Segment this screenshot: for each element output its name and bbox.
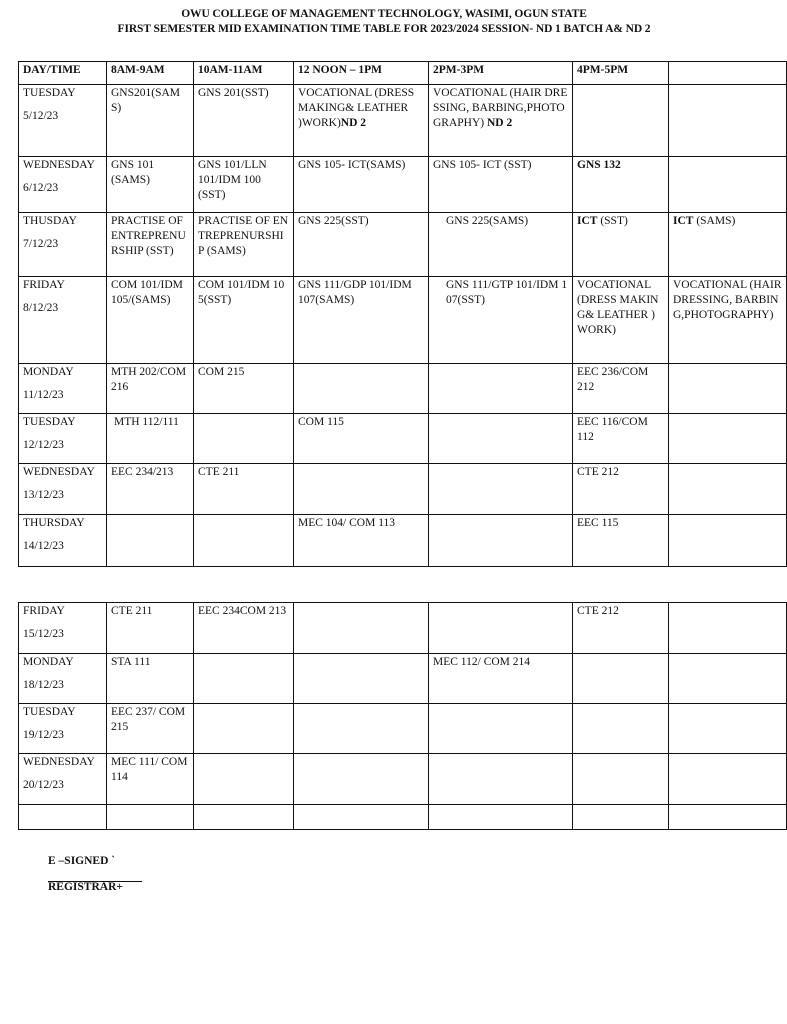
table-row — [19, 85, 787, 157]
exam-cell: PRACTISE OF ENTREPRENURSHIP (SAMS) — [194, 213, 294, 277]
timetable-part2 — [18, 602, 787, 830]
exam-cell: EEC 237/ COM 215 — [107, 704, 194, 754]
day-cell — [19, 464, 107, 515]
table-row — [19, 464, 787, 515]
exam-cell: GNS 132 — [573, 157, 669, 213]
exam-cell: CTE 212 — [573, 464, 669, 515]
college-title: OWU COLLEGE OF MANAGEMENT TECHNOLOGY, WASIMI, OGUN STATE — [181, 8, 587, 20]
exam-cell — [669, 515, 787, 567]
table-row — [19, 414, 787, 464]
day-name: THUSDAY — [23, 215, 77, 227]
exam-cell: EEC 234COM 213 — [194, 603, 294, 654]
level-tag: ND 2 — [487, 117, 513, 129]
header-row — [19, 62, 787, 85]
exam-cell — [669, 157, 787, 213]
day-date: 20/12/23 — [23, 779, 64, 791]
exam-cell — [669, 364, 787, 414]
day-name: TUESDAY — [23, 706, 76, 718]
exam-cell: GNS 105- ICT (SST) — [429, 157, 573, 213]
day-cell — [19, 85, 107, 157]
day-date: 8/12/23 — [23, 302, 59, 314]
exam-cell: EEC 115 — [573, 515, 669, 567]
exam-cell — [294, 654, 429, 704]
exam-cell: GNS 101/LLN 101/IDM 100 (SST) — [194, 157, 294, 213]
day-date: 7/12/23 — [23, 238, 59, 250]
exam-cell — [669, 85, 787, 157]
day-name: MONDAY — [23, 366, 74, 378]
day-date: 5/12/23 — [23, 110, 59, 122]
table-row — [19, 603, 787, 654]
exam-cell — [573, 654, 669, 704]
exam-code: ICT — [673, 215, 694, 227]
day-date: 11/12/23 — [23, 389, 64, 401]
table-row — [19, 754, 787, 805]
exam-cell: COM 115 — [294, 414, 429, 464]
day-date: 19/12/23 — [23, 729, 64, 741]
exam-cell: EEC 116/COM 112 — [573, 414, 669, 464]
exam-cell: VOCATIONAL (DRESS MAKING& LEATHER )WORK) — [573, 277, 669, 364]
day-date: 13/12/23 — [23, 489, 64, 501]
exam-cell — [294, 364, 429, 414]
empty-cell — [19, 805, 107, 830]
day-date: 6/12/23 — [23, 182, 59, 194]
empty-cell — [194, 805, 294, 830]
day-name: FRIDAY — [23, 279, 65, 291]
header-8am: 8AM-9AM — [107, 62, 194, 85]
exam-cell — [429, 603, 573, 654]
timetable-title: FIRST SEMESTER MID EXAMINATION TIME TABLE FOR 2023/2024 SESSION- ND 1 BATCH A& ND 2 — [117, 23, 651, 35]
exam-cell: GNS201(SAMS) — [107, 85, 194, 157]
exam-cell — [669, 213, 787, 277]
day-name: WEDNESDAY — [23, 756, 95, 768]
exam-cell: MTH 202/COM 216 — [107, 364, 194, 414]
header-day-time: DAY/TIME — [19, 62, 107, 85]
day-name: THURSDAY — [23, 517, 85, 529]
day-cell — [19, 213, 107, 277]
exam-cell: EEC 234/213 — [107, 464, 194, 515]
exam-group: (SST) — [597, 215, 628, 227]
day-name: MONDAY — [23, 656, 74, 668]
day-date: 12/12/23 — [23, 439, 64, 451]
table-row — [19, 654, 787, 704]
exam-cell — [294, 754, 429, 805]
exam-cell — [669, 464, 787, 515]
exam-cell: GNS 101 (SAMS) — [107, 157, 194, 213]
table-row — [19, 364, 787, 414]
exam-cell — [294, 85, 429, 157]
exam-cell — [669, 654, 787, 704]
table-row — [19, 515, 787, 567]
exam-cell: GNS 225(SAMS) — [429, 213, 573, 277]
exam-cell — [573, 85, 669, 157]
exam-cell: COM 215 — [194, 364, 294, 414]
table-row — [19, 277, 787, 364]
exam-cell — [573, 754, 669, 805]
exam-cell — [194, 414, 294, 464]
exam-cell — [429, 515, 573, 567]
day-date: 18/12/23 — [23, 679, 64, 691]
exam-cell — [573, 213, 669, 277]
exam-cell — [429, 414, 573, 464]
exam-cell: MTH 112/111 — [107, 414, 194, 464]
day-date: 14/12/23 — [23, 540, 64, 552]
day-cell — [19, 414, 107, 464]
header-4pm: 4PM-5PM — [573, 62, 669, 85]
exam-cell: CTE 211 — [107, 603, 194, 654]
exam-cell: GNS 111/GDP 101/IDM 107(SAMS) — [294, 277, 429, 364]
day-cell — [19, 754, 107, 805]
exam-cell: GNS 111/GTP 101/IDM 107(SST) — [429, 277, 573, 364]
exam-cell: VOCATIONAL (HAIR DRESSING, BARBING,PHOTOGRAPHY) — [669, 277, 787, 364]
exam-cell — [294, 603, 429, 654]
day-name: TUESDAY — [23, 416, 76, 428]
day-name: WEDNESDAY — [23, 159, 95, 171]
exam-cell: MEC 112/ COM 214 — [429, 654, 573, 704]
exam-cell — [429, 464, 573, 515]
day-cell — [19, 364, 107, 414]
day-name: FRIDAY — [23, 605, 65, 617]
header-12noon: 12 NOON – 1PM — [294, 62, 429, 85]
day-cell — [19, 515, 107, 567]
exam-cell — [194, 654, 294, 704]
exam-cell: GNS 201(SST) — [194, 85, 294, 157]
empty-row — [19, 805, 787, 830]
day-cell — [19, 603, 107, 654]
exam-cell — [294, 704, 429, 754]
exam-cell: STA 111 — [107, 654, 194, 704]
exam-cell — [429, 704, 573, 754]
table-row — [19, 704, 787, 754]
exam-cell — [194, 704, 294, 754]
header-extra — [669, 62, 787, 85]
exam-cell — [669, 603, 787, 654]
header-10am: 10AM-11AM — [194, 62, 294, 85]
exam-cell: CTE 211 — [194, 464, 294, 515]
day-cell — [19, 157, 107, 213]
exam-cell — [107, 515, 194, 567]
day-name: WEDNESDAY — [23, 466, 95, 478]
exam-cell — [429, 85, 573, 157]
exam-cell: GNS 105- ICT(SAMS) — [294, 157, 429, 213]
level-tag: ND 2 — [340, 117, 367, 129]
exam-cell — [429, 364, 573, 414]
exam-cell: COM 101/IDM 105(SST) — [194, 277, 294, 364]
exam-cell — [194, 754, 294, 805]
exam-cell: PRACTISE OF ENTREPRENURSHIP (SST) — [107, 213, 194, 277]
exam-cell: MEC 104/ COM 113 — [294, 515, 429, 567]
exam-cell: CTE 212 — [573, 603, 669, 654]
empty-cell — [107, 805, 194, 830]
exam-cell: GNS 225(SST) — [294, 213, 429, 277]
exam-cell: EEC 236/COM 212 — [573, 364, 669, 414]
exam-cell — [429, 754, 573, 805]
exam-cell — [669, 754, 787, 805]
day-name: TUESDAY — [23, 87, 76, 99]
table-row — [19, 213, 787, 277]
day-cell — [19, 277, 107, 364]
empty-cell — [429, 805, 573, 830]
exam-cell — [194, 515, 294, 567]
e-signed-label: E –SIGNED ` — [48, 855, 116, 867]
exam-cell: MEC 111/ COM 114 — [107, 754, 194, 805]
exam-code: ICT — [577, 215, 598, 227]
empty-cell — [573, 805, 669, 830]
header-2pm: 2PM-3PM — [429, 62, 573, 85]
exam-group: (SAMS) — [693, 215, 736, 227]
empty-cell — [294, 805, 429, 830]
table-row — [19, 157, 787, 213]
day-date: 15/12/23 — [23, 628, 64, 640]
exam-text: VOCATIONAL (DRESS MAKING& LEATHER )WORK) — [298, 87, 415, 129]
empty-cell — [669, 805, 787, 830]
exam-cell: COM 101/IDM 105/(SAMS) — [107, 277, 194, 364]
exam-cell — [669, 704, 787, 754]
exam-text: VOCATIONAL (HAIR DRESSING, BARBING,PHOTOGRAPHY) — [433, 87, 568, 129]
timetable-part1 — [18, 61, 787, 567]
exam-cell — [573, 704, 669, 754]
registrar-label: REGISTRAR+ — [48, 881, 123, 893]
day-cell — [19, 654, 107, 704]
exam-cell — [294, 464, 429, 515]
exam-cell — [669, 414, 787, 464]
day-cell — [19, 704, 107, 754]
